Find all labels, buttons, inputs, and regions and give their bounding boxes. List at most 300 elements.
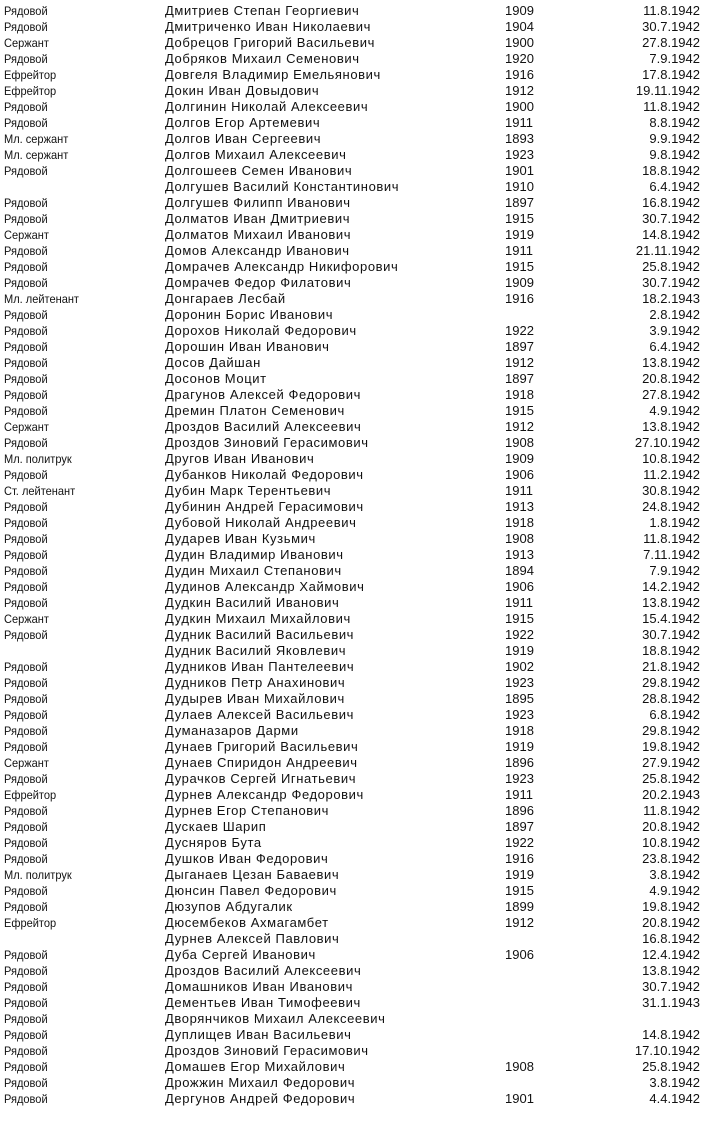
birth-year-cell: 1911 bbox=[505, 787, 533, 802]
rank-cell: Рядовой bbox=[4, 852, 48, 866]
birth-year-cell: 1915 bbox=[505, 259, 534, 274]
death-date-cell: 6.4.1942 bbox=[649, 179, 700, 194]
death-date-cell: 25.8.1942 bbox=[642, 771, 700, 786]
name-cell: Домов Александр Иванович bbox=[165, 243, 350, 258]
rank-cell: Рядовой bbox=[4, 580, 48, 594]
birth-year-cell: 1911 bbox=[505, 595, 533, 610]
roster-row bbox=[0, 963, 710, 979]
rank-cell: Мл. сержант bbox=[4, 132, 69, 146]
roster-row bbox=[0, 851, 710, 867]
rank-cell: Рядовой bbox=[4, 1076, 48, 1090]
name-cell: Дубовой Николай Андреевич bbox=[165, 515, 357, 530]
name-cell: Долгушев Василий Константинович bbox=[165, 179, 400, 194]
roster-row bbox=[0, 611, 710, 627]
name-cell: Дюзупов Абдугалик bbox=[165, 899, 293, 914]
roster-row bbox=[0, 467, 710, 483]
birth-year-cell: 1920 bbox=[505, 51, 534, 66]
death-date-cell: 7.9.1942 bbox=[649, 51, 700, 66]
rank-cell: Рядовой bbox=[4, 20, 48, 34]
death-date-cell: 21.11.1942 bbox=[635, 243, 700, 258]
rank-cell: Рядовой bbox=[4, 4, 48, 18]
rank-cell: Мл. политрук bbox=[4, 452, 72, 466]
roster-row bbox=[0, 51, 710, 67]
name-cell: Добряков Михаил Семенович bbox=[165, 51, 360, 66]
name-cell: Добрецов Григорий Васильевич bbox=[165, 35, 375, 50]
rank-cell: Рядовой bbox=[4, 964, 48, 978]
rank-cell: Ефрейтор bbox=[4, 788, 57, 802]
roster-row bbox=[0, 595, 710, 611]
death-date-cell: 8.8.1942 bbox=[649, 115, 700, 130]
roster-row bbox=[0, 147, 710, 163]
name-cell: Досов Дайшан bbox=[165, 355, 261, 370]
death-date-cell: 19.8.1942 bbox=[642, 899, 700, 914]
rank-cell: Рядовой bbox=[4, 724, 48, 738]
death-date-cell: 11.8.1942 bbox=[643, 803, 700, 818]
death-date-cell: 18.8.1942 bbox=[642, 163, 700, 178]
rank-cell: Ефрейтор bbox=[4, 68, 57, 82]
name-cell: Дускаев Шарип bbox=[165, 819, 267, 834]
birth-year-cell: 1919 bbox=[505, 739, 534, 754]
roster-row bbox=[0, 579, 710, 595]
death-date-cell: 17.8.1942 bbox=[642, 67, 700, 82]
death-date-cell: 31.1.1943 bbox=[642, 995, 700, 1010]
birth-year-cell: 1912 bbox=[505, 355, 534, 370]
birth-year-cell: 1906 bbox=[505, 579, 534, 594]
roster-row bbox=[0, 739, 710, 755]
roster-row bbox=[0, 259, 710, 275]
name-cell: Дубинин Андрей Герасимович bbox=[165, 499, 364, 514]
roster-row bbox=[0, 883, 710, 899]
birth-year-cell: 1923 bbox=[505, 147, 534, 162]
birth-year-cell: 1897 bbox=[505, 819, 534, 834]
name-cell: Дунаев Григорий Васильевич bbox=[165, 739, 359, 754]
death-date-cell: 27.8.1942 bbox=[642, 387, 700, 402]
roster-row bbox=[0, 323, 710, 339]
death-date-cell: 25.8.1942 bbox=[642, 259, 700, 274]
roster-row bbox=[0, 307, 710, 323]
roster-row bbox=[0, 243, 710, 259]
rank-cell: Рядовой bbox=[4, 500, 48, 514]
name-cell: Драгунов Алексей Федорович bbox=[165, 387, 362, 402]
rank-cell: Рядовой bbox=[4, 260, 48, 274]
death-date-cell: 18.2.1943 bbox=[642, 291, 700, 306]
birth-year-cell: 1896 bbox=[505, 803, 534, 818]
death-date-cell: 30.8.1942 bbox=[642, 483, 700, 498]
birth-year-cell: 1919 bbox=[505, 227, 534, 242]
rank-cell: Рядовой bbox=[4, 1060, 48, 1074]
roster-row bbox=[0, 371, 710, 387]
name-cell: Долгов Егор Артемевич bbox=[165, 115, 321, 130]
name-cell: Дубанков Николай Федорович bbox=[165, 467, 364, 482]
name-cell: Долгов Иван Сергеевич bbox=[165, 131, 322, 146]
roster-row bbox=[0, 867, 710, 883]
roster-row bbox=[0, 1075, 710, 1091]
birth-year-cell: 1915 bbox=[505, 403, 534, 418]
rank-cell: Рядовой bbox=[4, 1012, 48, 1026]
name-cell: Долматов Иван Дмитриевич bbox=[165, 211, 351, 226]
birth-year-cell: 1904 bbox=[505, 19, 534, 34]
roster-row bbox=[0, 451, 710, 467]
birth-year-cell: 1922 bbox=[505, 835, 534, 850]
roster-row bbox=[0, 771, 710, 787]
death-date-cell: 30.7.1942 bbox=[642, 979, 700, 994]
birth-year-cell: 1897 bbox=[505, 371, 534, 386]
rank-cell: Рядовой bbox=[4, 308, 48, 322]
roster-row bbox=[0, 1043, 710, 1059]
name-cell: Дулаев Алексей Васильевич bbox=[165, 707, 354, 722]
birth-year-cell: 1918 bbox=[505, 723, 534, 738]
rank-cell: Рядовой bbox=[4, 164, 48, 178]
name-cell: Дунаев Спиридон Андреевич bbox=[165, 755, 358, 770]
death-date-cell: 4.4.1942 bbox=[649, 1091, 700, 1106]
death-date-cell: 1.8.1942 bbox=[649, 515, 700, 530]
rank-cell: Рядовой bbox=[4, 564, 48, 578]
rank-cell: Рядовой bbox=[4, 324, 48, 338]
death-date-cell: 25.8.1942 bbox=[642, 1059, 700, 1074]
death-date-cell: 13.8.1942 bbox=[642, 595, 700, 610]
rank-cell: Рядовой bbox=[4, 628, 48, 642]
rank-cell: Рядовой bbox=[4, 404, 48, 418]
roster-row bbox=[0, 275, 710, 291]
rank-cell: Рядовой bbox=[4, 836, 48, 850]
name-cell: Домашников Иван Иванович bbox=[165, 979, 354, 994]
death-date-cell: 27.9.1942 bbox=[642, 755, 700, 770]
rank-cell: Рядовой bbox=[4, 276, 48, 290]
birth-year-cell: 1906 bbox=[505, 947, 534, 962]
death-date-cell: 13.8.1942 bbox=[642, 355, 700, 370]
rank-cell: Рядовой bbox=[4, 708, 48, 722]
death-date-cell: 29.8.1942 bbox=[642, 675, 700, 690]
death-date-cell: 3.8.1942 bbox=[649, 1075, 700, 1090]
roster-row bbox=[0, 291, 710, 307]
death-date-cell: 27.10.1942 bbox=[634, 435, 700, 450]
roster-row bbox=[0, 1091, 710, 1107]
roster-row bbox=[0, 979, 710, 995]
rank-cell: Рядовой bbox=[4, 996, 48, 1010]
rank-cell: Рядовой bbox=[4, 372, 48, 386]
death-date-cell: 29.8.1942 bbox=[642, 723, 700, 738]
death-date-cell: 13.8.1942 bbox=[642, 419, 700, 434]
name-cell: Домашев Егор Михайлович bbox=[165, 1059, 346, 1074]
rank-cell: Рядовой bbox=[4, 100, 48, 114]
name-cell: Дворянчиков Михаил Алексеевич bbox=[165, 1011, 386, 1026]
death-date-cell: 3.9.1942 bbox=[649, 323, 700, 338]
name-cell: Дусняров Бута bbox=[165, 835, 262, 850]
rank-cell: Мл. сержант bbox=[4, 148, 69, 162]
roster-row bbox=[0, 1027, 710, 1043]
name-cell: Дуба Сергей Иванович bbox=[165, 947, 316, 962]
rank-cell: Ефрейтор bbox=[4, 916, 57, 930]
birth-year-cell: 1912 bbox=[505, 83, 534, 98]
birth-year-cell: 1901 bbox=[505, 163, 534, 178]
rank-cell: Рядовой bbox=[4, 468, 48, 482]
death-date-cell: 9.8.1942 bbox=[649, 147, 700, 162]
roster-row bbox=[0, 83, 710, 99]
death-date-cell: 14.8.1942 bbox=[642, 227, 700, 242]
birth-year-cell: 1915 bbox=[505, 211, 534, 226]
birth-year-cell: 1900 bbox=[505, 99, 534, 114]
roster-row bbox=[0, 67, 710, 83]
roster-row bbox=[0, 531, 710, 547]
birth-year-cell: 1893 bbox=[505, 131, 534, 146]
death-date-cell: 11.2.1942 bbox=[643, 467, 700, 482]
rank-cell: Рядовой bbox=[4, 436, 48, 450]
rank-cell: Рядовой bbox=[4, 340, 48, 354]
roster-row bbox=[0, 899, 710, 915]
birth-year-cell: 1899 bbox=[505, 899, 534, 914]
birth-year-cell: 1923 bbox=[505, 675, 534, 690]
name-cell: Дроздов Зиновий Герасимович bbox=[165, 1043, 369, 1058]
rank-cell: Рядовой bbox=[4, 740, 48, 754]
death-date-cell: 18.8.1942 bbox=[642, 643, 700, 658]
name-cell: Дроздов Василий Алексеевич bbox=[165, 963, 362, 978]
name-cell: Дергунов Андрей Федорович bbox=[165, 1091, 356, 1106]
roster-row bbox=[0, 547, 710, 563]
roster-row bbox=[0, 707, 710, 723]
roster-row bbox=[0, 1011, 710, 1027]
roster-row bbox=[0, 435, 710, 451]
roster-row bbox=[0, 947, 710, 963]
roster-row bbox=[0, 211, 710, 227]
roster-row bbox=[0, 355, 710, 371]
name-cell: Дудкин Василий Иванович bbox=[165, 595, 340, 610]
roster-row bbox=[0, 659, 710, 675]
name-cell: Дорошин Иван Иванович bbox=[165, 339, 330, 354]
birth-year-cell: 1897 bbox=[505, 339, 534, 354]
birth-year-cell: 1918 bbox=[505, 515, 534, 530]
birth-year-cell: 1897 bbox=[505, 195, 534, 210]
name-cell: Дуплищев Иван Васильевич bbox=[165, 1027, 352, 1042]
death-date-cell: 3.8.1942 bbox=[649, 867, 700, 882]
death-date-cell: 6.4.1942 bbox=[649, 339, 700, 354]
death-date-cell: 14.2.1942 bbox=[642, 579, 700, 594]
name-cell: Довгеля Владимир Емельянович bbox=[165, 67, 381, 82]
roster-row bbox=[0, 691, 710, 707]
birth-year-cell: 1909 bbox=[505, 3, 534, 18]
rank-cell: Рядовой bbox=[4, 884, 48, 898]
death-date-cell: 20.8.1942 bbox=[642, 915, 700, 930]
birth-year-cell: 1916 bbox=[505, 851, 534, 866]
death-date-cell: 30.7.1942 bbox=[642, 211, 700, 226]
death-date-cell: 10.8.1942 bbox=[642, 835, 700, 850]
death-date-cell: 17.10.1942 bbox=[634, 1043, 700, 1058]
rank-cell: Сержант bbox=[4, 36, 49, 50]
death-date-cell: 20.8.1942 bbox=[642, 819, 700, 834]
rank-cell: Ефрейтор bbox=[4, 84, 57, 98]
name-cell: Доронин Борис Иванович bbox=[165, 307, 334, 322]
name-cell: Дудырев Иван Михайлович bbox=[165, 691, 345, 706]
name-cell: Донгараев Лесбай bbox=[165, 291, 286, 306]
roster-row bbox=[0, 419, 710, 435]
rank-cell: Рядовой bbox=[4, 804, 48, 818]
death-date-cell: 30.7.1942 bbox=[642, 275, 700, 290]
birth-year-cell: 1908 bbox=[505, 435, 534, 450]
name-cell: Дремин Платон Семенович bbox=[165, 403, 345, 418]
rank-cell: Рядовой bbox=[4, 516, 48, 530]
roster-row bbox=[0, 387, 710, 403]
death-date-cell: 14.8.1942 bbox=[642, 1027, 700, 1042]
roster-row bbox=[0, 499, 710, 515]
rank-cell: Рядовой bbox=[4, 1028, 48, 1042]
birth-year-cell: 1902 bbox=[505, 659, 534, 674]
name-cell: Долгов Михаил Алексеевич bbox=[165, 147, 347, 162]
name-cell: Дмитриев Степан Георгиевич bbox=[165, 3, 360, 18]
birth-year-cell: 1908 bbox=[505, 1059, 534, 1074]
rank-cell: Рядовой bbox=[4, 1092, 48, 1106]
name-cell: Думаназаров Дарми bbox=[165, 723, 299, 738]
roster-row bbox=[0, 19, 710, 35]
death-date-cell: 24.8.1942 bbox=[642, 499, 700, 514]
rank-cell: Рядовой bbox=[4, 660, 48, 674]
roster-row bbox=[0, 339, 710, 355]
name-cell: Дыганаев Цезан Баваевич bbox=[165, 867, 340, 882]
roster-row bbox=[0, 723, 710, 739]
death-date-cell: 7.9.1942 bbox=[649, 563, 700, 578]
death-date-cell: 30.7.1942 bbox=[642, 19, 700, 34]
name-cell: Домрачев Александр Никифорович bbox=[165, 259, 399, 274]
birth-year-cell: 1911 bbox=[505, 243, 533, 258]
birth-year-cell: 1923 bbox=[505, 707, 534, 722]
rank-cell: Рядовой bbox=[4, 356, 48, 370]
name-cell: Докин Иван Довыдович bbox=[165, 83, 320, 98]
birth-year-cell: 1909 bbox=[505, 275, 534, 290]
death-date-cell: 4.9.1942 bbox=[649, 883, 700, 898]
birth-year-cell: 1913 bbox=[505, 499, 534, 514]
death-date-cell: 4.9.1942 bbox=[649, 403, 700, 418]
name-cell: Дудкин Михаил Михайлович bbox=[165, 611, 351, 626]
birth-year-cell: 1915 bbox=[505, 883, 534, 898]
death-date-cell: 20.8.1942 bbox=[642, 371, 700, 386]
name-cell: Душков Иван Федорович bbox=[165, 851, 329, 866]
death-date-cell: 30.7.1942 bbox=[642, 627, 700, 642]
rank-cell: Рядовой bbox=[4, 596, 48, 610]
rank-cell: Рядовой bbox=[4, 244, 48, 258]
death-date-cell: 11.8.1942 bbox=[643, 3, 700, 18]
death-date-cell: 6.8.1942 bbox=[649, 707, 700, 722]
name-cell: Дурнев Александр Федорович bbox=[165, 787, 364, 802]
birth-year-cell: 1912 bbox=[505, 419, 534, 434]
roster-row bbox=[0, 179, 710, 195]
rank-cell: Мл. политрук bbox=[4, 868, 72, 882]
name-cell: Долгинин Николай Алексеевич bbox=[165, 99, 369, 114]
death-date-cell: 11.8.1942 bbox=[643, 99, 700, 114]
roster-row bbox=[0, 99, 710, 115]
name-cell: Дудин Владимир Иванович bbox=[165, 547, 344, 562]
death-date-cell: 11.8.1942 bbox=[643, 531, 700, 546]
name-cell: Долгушев Филипп Иванович bbox=[165, 195, 351, 210]
rank-cell: Сержант bbox=[4, 612, 49, 626]
roster-row bbox=[0, 163, 710, 179]
birth-year-cell: 1901 bbox=[505, 1091, 534, 1106]
name-cell: Дудников Иван Пантелеевич bbox=[165, 659, 355, 674]
roster-row bbox=[0, 115, 710, 131]
rank-cell: Рядовой bbox=[4, 692, 48, 706]
roster-row bbox=[0, 915, 710, 931]
rank-cell: Рядовой bbox=[4, 212, 48, 226]
rank-cell: Рядовой bbox=[4, 388, 48, 402]
name-cell: Дударев Иван Кузьмич bbox=[165, 531, 316, 546]
rank-cell: Рядовой bbox=[4, 676, 48, 690]
birth-year-cell: 1895 bbox=[505, 691, 534, 706]
roster-row bbox=[0, 483, 710, 499]
rank-cell: Рядовой bbox=[4, 116, 48, 130]
birth-year-cell: 1900 bbox=[505, 35, 534, 50]
roster-row bbox=[0, 835, 710, 851]
death-date-cell: 15.4.1942 bbox=[642, 611, 700, 626]
name-cell: Дементьев Иван Тимофеевич bbox=[165, 995, 361, 1010]
name-cell: Дюнсин Павел Федорович bbox=[165, 883, 337, 898]
name-cell: Дубин Марк Терентьевич bbox=[165, 483, 332, 498]
name-cell: Дмитриченко Иван Николаевич bbox=[165, 19, 372, 34]
death-date-cell: 13.8.1942 bbox=[642, 963, 700, 978]
roster-row bbox=[0, 643, 710, 659]
rank-cell: Рядовой bbox=[4, 532, 48, 546]
roster-row bbox=[0, 803, 710, 819]
birth-year-cell: 1908 bbox=[505, 531, 534, 546]
name-cell: Долгошеев Семен Иванович bbox=[165, 163, 353, 178]
name-cell: Домрачев Федор Филатович bbox=[165, 275, 352, 290]
rank-cell: Рядовой bbox=[4, 196, 48, 210]
roster-row bbox=[0, 35, 710, 51]
birth-year-cell: 1910 bbox=[505, 179, 534, 194]
rank-cell: Рядовой bbox=[4, 900, 48, 914]
name-cell: Дроздов Василий Алексеевич bbox=[165, 419, 362, 434]
birth-year-cell: 1919 bbox=[505, 643, 534, 658]
death-date-cell: 23.8.1942 bbox=[642, 851, 700, 866]
birth-year-cell: 1922 bbox=[505, 627, 534, 642]
name-cell: Дудин Михаил Степанович bbox=[165, 563, 342, 578]
name-cell: Дрожжин Михаил Федорович bbox=[165, 1075, 356, 1090]
roster-row bbox=[0, 515, 710, 531]
name-cell: Дорохов Николай Федорович bbox=[165, 323, 357, 338]
rank-cell: Рядовой bbox=[4, 52, 48, 66]
death-date-cell: 12.4.1942 bbox=[642, 947, 700, 962]
death-date-cell: 7.11.1942 bbox=[643, 547, 700, 562]
rank-cell: Рядовой bbox=[4, 772, 48, 786]
birth-year-cell: 1909 bbox=[505, 451, 534, 466]
name-cell: Долматов Михаил Иванович bbox=[165, 227, 352, 242]
roster-row bbox=[0, 1059, 710, 1075]
roster-row bbox=[0, 675, 710, 691]
roster-row bbox=[0, 787, 710, 803]
roster-row bbox=[0, 563, 710, 579]
roster-row bbox=[0, 931, 710, 947]
rank-cell: Рядовой bbox=[4, 980, 48, 994]
birth-year-cell: 1918 bbox=[505, 387, 534, 402]
death-date-cell: 16.8.1942 bbox=[642, 195, 700, 210]
rank-cell: Рядовой bbox=[4, 1044, 48, 1058]
birth-year-cell: 1911 bbox=[505, 115, 533, 130]
roster-row bbox=[0, 403, 710, 419]
roster-row bbox=[0, 627, 710, 643]
name-cell: Дудник Василий Васильевич bbox=[165, 627, 355, 642]
roster-row bbox=[0, 755, 710, 771]
rank-cell: Рядовой bbox=[4, 948, 48, 962]
name-cell: Дудник Василий Яковлевич bbox=[165, 643, 347, 658]
roster-row bbox=[0, 819, 710, 835]
roster-row bbox=[0, 131, 710, 147]
birth-year-cell: 1915 bbox=[505, 611, 534, 626]
birth-year-cell: 1911 bbox=[505, 483, 533, 498]
birth-year-cell: 1919 bbox=[505, 867, 534, 882]
death-date-cell: 2.8.1942 bbox=[649, 307, 700, 322]
death-date-cell: 19.11.1942 bbox=[635, 83, 700, 98]
death-date-cell: 20.2.1943 bbox=[642, 787, 700, 802]
death-date-cell: 21.8.1942 bbox=[642, 659, 700, 674]
death-date-cell: 9.9.1942 bbox=[649, 131, 700, 146]
birth-year-cell: 1913 bbox=[505, 547, 534, 562]
name-cell: Другов Иван Иванович bbox=[165, 451, 315, 466]
